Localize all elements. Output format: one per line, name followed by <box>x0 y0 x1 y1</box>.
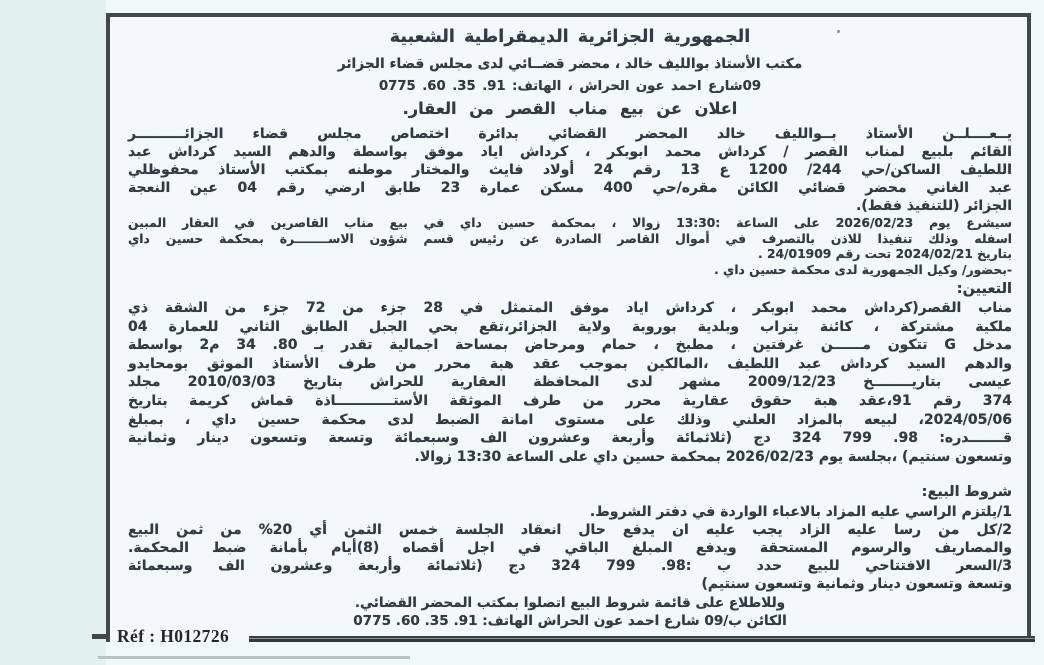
session-line: اسفله وذلك تنفيذا للاذن بالتصرف في أموال القاصر الصادرة عن رئيس قسم شؤون الاســــــــرة بمحكمة حسين داي <box>128 231 1012 246</box>
announcement-line: القائم بلبيع لمناب القصر / كرداش محمد ابوبكر ، كرداش اياد موفق بواسطة والدهم السيد كرداش عبد <box>128 144 1012 160</box>
session-line: -بحضور/ وكيل الجمهورية لدى محكمة حسين داي . <box>714 262 1012 277</box>
frame-corner-stub <box>92 634 110 639</box>
designation-paragraph <box>128 299 1012 466</box>
designation-line: مناب القصر(كرداش محمد ابوبكر ، كرداش اياد موفق المتمثل في 28 جزء من 72 جزء من الشقة ذي <box>128 300 1012 316</box>
announcement-line: يــعــــلــن الأستاذ بــوالليف خالد المحضر القضائي بدائرة اختصاص مجلس قضاء الجزائــــــــــر <box>128 126 1012 142</box>
session-line: سيشرع يوم 2026/02/23 على الساعة :13:30 زوالا ، بمحكمة حسين داي في بيع مناب القاصرين في العقار المبين <box>128 216 1012 230</box>
contact-line: الكائن ب/09 شارع احمد عون الحراش الهاتف: 91. 35. 60. 0775 <box>353 612 787 629</box>
designation-line: 2024/05/06، لبيعه بالمزاد العلني وذلك على مستوى امانة الضبط لدى محكمة حسين داي ، بمبلغ <box>128 411 1012 428</box>
next-section-edge <box>98 656 410 659</box>
conditions-paragraph <box>128 503 1012 593</box>
designation-line: ملكية مشتركة ، كائنة بتراب وبلدية بوروبة ولاية الجزائر،تقع بحي الجبل الطابق الثاني للعمارة 04 <box>128 318 1012 335</box>
office-address-phone: 09شارع احمد عون الحراش ، الهاتف: 91. 35. 60. 0775 <box>378 79 762 94</box>
announcement-paragraph <box>128 125 1012 215</box>
designation-line: مدخل G تتكون مــــــن غرفتين ، مطبخ ، حمام ومرحاض بمساحة اجمالية تقدر بـ 80. 34 م2 بواسطة <box>128 337 1012 354</box>
scan-left-margin <box>0 0 106 665</box>
condition-line: والمصاريف والرسوم المستحقة ويدفع المبلغ الباقي في اجل أقصاه (8)أيام بأمانة ضبط المحكمة. <box>128 540 1012 557</box>
designation-line: وتسعون سنتيم) ،بجلسة يوم 2026/02/23 بمحكمة حسين داي على الساعة 13:30 زوالا. <box>414 448 1012 465</box>
designation-line: قـــــــدره: 98. 799 324 دج (ثلاثمائة وأربعة وعشرون الف وسبعمائة وتسعة وتسعون دينار وثمانية <box>128 430 1013 447</box>
announcement-line: الجزائر (للتنفيذ فقط). <box>856 198 1012 214</box>
sale-conditions-heading: شروط البيع: <box>921 484 1012 501</box>
designation-heading: التعيين: <box>956 281 1012 297</box>
session-line: بتاريخ 2024/02/21 تحت رقم 24/01909 . <box>757 247 1012 261</box>
bottom-rule <box>249 636 1035 642</box>
condition-line: 3/السعر الافتتاحي للبيع حدد ب :98. 799 324 دج (ثلاثمائة وأربعة وعشرون الف وسبعمائة <box>128 558 1012 575</box>
condition-line: 2/كل من رسا عليه الزاد يجب عليه ان يدفع حال انعقاد الجلسة خمس الثمن أي 20% من ثمن البيع <box>128 522 1012 539</box>
bailiff-office-line: مكتب الأستاذ بوالليف خالد ، محضر قضــائي لدى مجلس قضاء الجزائر <box>337 56 803 72</box>
condition-line: 1/يلتزم الراسي عليه المزاد بالاعباء الواردة في دفتر الشروط. <box>589 504 1012 521</box>
session-paragraph <box>128 216 1012 278</box>
contact-block <box>128 595 1012 630</box>
notice-title: اعلان عن بيع مناب القصر من العقار. <box>402 99 738 118</box>
republic-title: الجمهورية الجزائرية الديمقراطية الشعبية <box>389 27 751 47</box>
reference-number: Réf : H012726 <box>117 626 230 646</box>
designation-line: 374 رقم 91،عقد هبة حقوق عقارية محرر من طرف الموثقة الأستــــــــــــاذة قماش كريمة بتاريخ <box>128 392 1012 409</box>
announcement-line: اللطيف الساكن/حي 244/ 1200 ع 13 رقم 24 أولاد فايث والمختار موطنه بمكتب الأستاذ محفوظلي <box>128 162 1012 178</box>
notice-body <box>128 26 1012 630</box>
contact-line: وللاطلاع على قائمة شروط البيع اتصلوا بمكتب المحضر القضائي. <box>354 595 786 612</box>
designation-line: والدهم السيد كرداش عبد اللطيف ،المالكين بموجب عقد هبة محرر من طرف الأستاذ الموثق بومحايدو <box>128 355 1012 372</box>
condition-line: وتسعة وتسعون دينار وثمانية وتسعون سنتيم) <box>701 576 1012 593</box>
announcement-line: عبد الغاني محضر قضائي الكائن مقره/حي 400 مسكن عمارة 23 طابق ارضي رقم 04 عين النعجة <box>128 180 1012 196</box>
designation-line: عيسى بتاريــــــــخ 2009/12/23 مشهر لدى المحافظة العقارية للحراش بتاريخ 2010/03/03 مجلد <box>128 374 1013 391</box>
